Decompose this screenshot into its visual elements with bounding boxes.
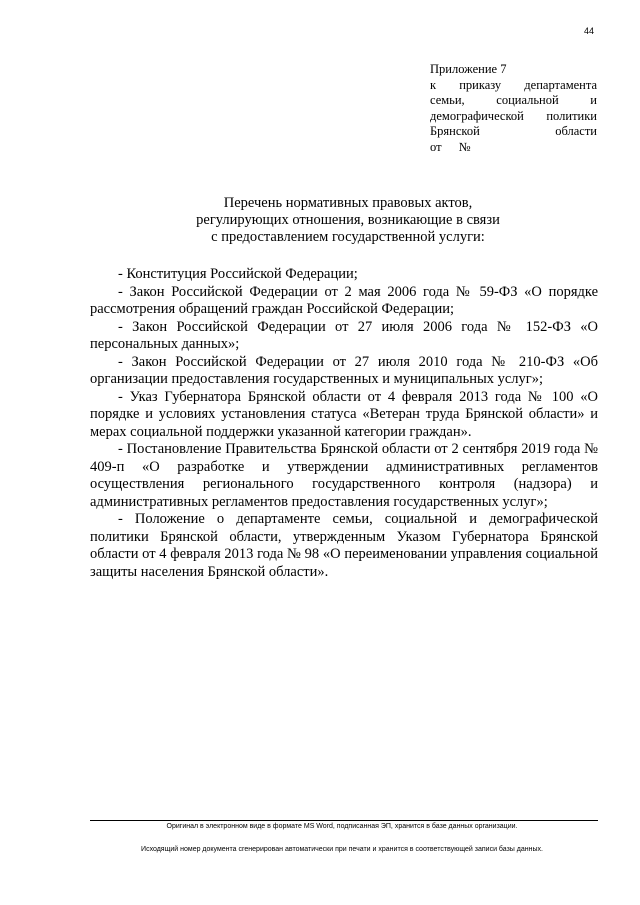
document-title: [96, 195, 600, 246]
annex-line: демографической политики: [430, 108, 597, 123]
list-item: - Закон Российской Федерации от 2 мая 2006 года № 59-ФЗ «О порядке рассмотрения обращений граждан Российской Федерации;: [90, 283, 598, 317]
footer-note-original: Оригинал в электронном виде в формате MS Word, подписанная ЭП, хранится в базе данных организации.: [166, 823, 518, 830]
title-line: Перечень нормативных правовых актов,: [223, 195, 473, 211]
footer-divider: [90, 820, 598, 821]
list-item: - Постановление Правительства Брянской области от 2 сентября 2019 года № 409-п «О разработке и утверждении административных регламентов осуществления регионального государственного контроля (надзора) и административных регламентов предоставления государственных услуг»;: [90, 441, 598, 510]
annex-line: Брянской области: [430, 124, 597, 138]
list-item: - Закон Российской Федерации от 27 июля 2006 года № 152-ФЗ «О персональных данных»;: [90, 318, 598, 352]
footer-note-number: Исходящий номер документа сгенерирован автоматически при печати и хранится в соответствующей записи базы данных.: [141, 846, 543, 853]
annex-line: к приказу департамента: [430, 77, 597, 92]
list-item: - Положение о департаменте семьи, социальной и демографической политики Брянской области, утвержденным Указом Губернатора Брянской области от 4 февраля 2013 года № 98 «О переименовании управления социальной защиты населения Брянской области».: [90, 511, 598, 580]
annex-line: Приложение 7: [430, 62, 507, 76]
list-item: - Указ Губернатора Брянской области от 4 февраля 2013 года № 100 «О порядке и условиях установления статуса «Ветеран труда Брянской области» и мерах социальной поддержки указанной категории граждан».: [90, 388, 598, 440]
annex-block: [430, 62, 597, 155]
title-line: с предоставлением государственной услуги:: [211, 229, 485, 245]
list-item: - Закон Российской Федерации от 27 июля 2010 года № 210-ФЗ «Об организации предоставления государственных и муниципальных услуг»;: [90, 353, 598, 387]
title-line: регулирующих отношения, возникающие в связи: [196, 212, 500, 228]
acts-list: [90, 266, 598, 581]
annex-line: от №: [430, 139, 471, 154]
list-item: - Конституция Российской Федерации;: [118, 266, 358, 282]
page-number: 44: [583, 26, 594, 36]
annex-line: семьи, социальной и: [430, 93, 597, 107]
